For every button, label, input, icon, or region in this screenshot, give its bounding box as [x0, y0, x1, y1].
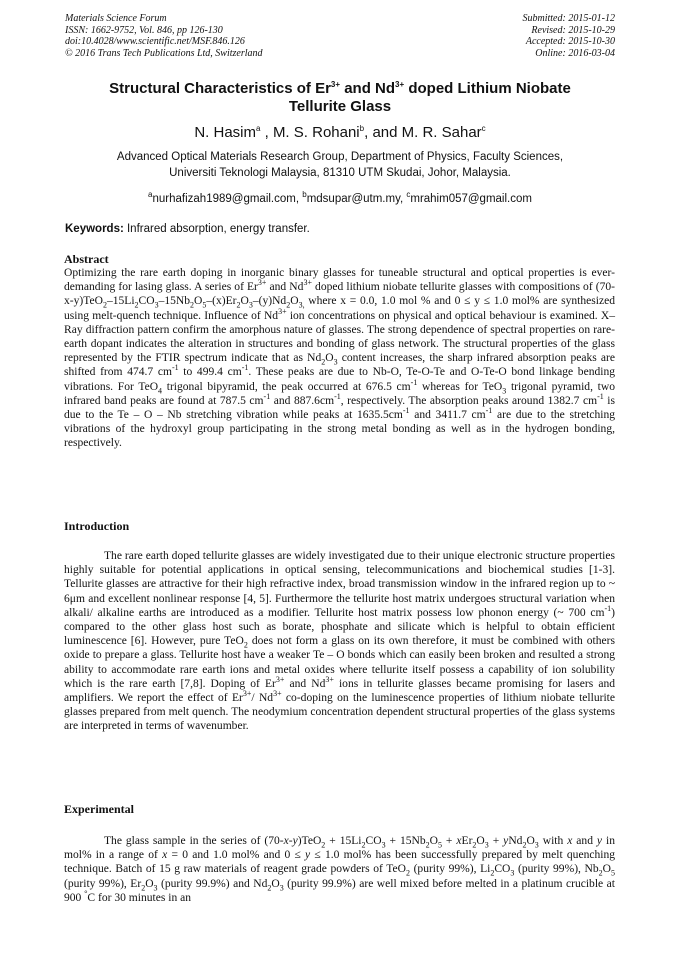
paper-title: Structural Characteristics of $Er^{3+}$ and $Nd^{3+}$ doped Lithium Niobate Tellurite Glass [109, 80, 571, 115]
author-list: N. Hasim$^a$ , M. S. Rohani$^b$, and M. R. Sahar$^c$ [194, 124, 486, 141]
issn-line: ISSN: 1662-9752, Vol. 846, pp 126-130 [65, 24, 223, 36]
introduction-text: The rare earth doped tellurite glasses are widely investigated due to their unique electronic structure properties highly suitable for potential applications in optical sensing, telecommunications and biochemical studies [1-3]. Tellurite glasses are attractive for their high refractive index, broad transmission window in the infrared region up to ~ 6μm and excellent nonlinear response [4, 5]. Furthermore the tellurite host matrix undergoes structural variation when alkali/ alkaline earths are introduced as a modifier. Tellurite host matrix possess low phonon energy (~ 700 $cm^{-1}$) compared to the other glass host such as borate, phosphate and silicate which is helpful to obtain efficient luminescence [6]. However, pure TeO$_2$ does not form a glass on its own therefore, it must be combined with others oxide to prepare a glass. Tellurite host have a weaker Te – O bonds which can easily been broken and resulted a strong ability to accommodate rare earth ions and metal oxides where tellurite itself possess a capability of ion solubility which is the rare earth [7,8]. Doping of $Er^{3+}$ and $Nd^{3+}$ ions in tellurite glasses became promising for lasers and amplifiers. We report the effect of $Er^{3+}/$ $Nd^{3+}$ co-doping on the luminescence properties of lithium niobate tellurite glasses prepared from melt quench. The neodymium concentration dependent structural properties of the glass systems are interpreted in terms of wavenumber. [64, 550, 615, 733]
publication-dates [523, 13, 616, 59]
keywords: Keywords: Infrared absorption, energy transfer. [65, 223, 310, 235]
revised-date: Revised: 2015-10-29 [531, 24, 615, 36]
email-link[interactable]: nurhafizah1989@gmail.com, [152, 193, 303, 205]
doi-line: doi:10.4028/www.scientific.net/MSF.846.126 [65, 36, 245, 47]
accepted-date: Accepted: 2015-10-30 [525, 36, 615, 47]
journal-name: Materials Science Forum [65, 13, 167, 24]
email-link[interactable]: mdsupar@utm.my, [306, 193, 407, 205]
journal-info [65, 13, 263, 59]
abstract-heading: Abstract [64, 252, 109, 266]
experimental-text: The glass sample in the series of $(70-x-y)TeO_2 + 15Li_2CO_3 + 15Nb_2O_5 + xEr_2O_3 + yNd_2O_3$ with x and y in mol% in a range of x = 0 and 1.0 mol% and 0 ≤ y ≤ 1.0 mol% has been successfully prepared by melt quenching technique. Batch of 15 g raw materials of reagent grade powders of TeO$_2$ (purity 99%), $Li_2CO_3$ (purity 99%), $Nb_2O_5$ (purity 99%), $Er_2O_3$ (purity 99.9%) and $Nd_2O_3$ (purity 99.9%) are well mixed before melted in a platinum crucible at 900 °C for 30 minutes in an [64, 835, 615, 904]
experimental-heading: Experimental [64, 802, 134, 816]
keywords-label: Keywords: [65, 223, 124, 235]
submitted-date: Submitted: 2015-01-12 [522, 13, 615, 24]
abstract-text: Optimizing the rare earth doping in inorganic binary glasses for tuneable structural and optical properties is ever-demanding for lasing glass. A series of $Er^{3+}$ and $Nd^{3+}$ doped lithium niobate tellurite glasses with compositions of $(70-x-y)TeO_2-15Li_2CO_3-15Nb_2O_5-(x)Er_2O_3-(y)Nd_2O_{3,}$ where x = 0.0, 1.0 mol % and 0 ≤ y ≤ 1.0 mol% are synthesized using melt-quench technique. Influence of $Nd^{3+}$ ion concentrations on physical and optical behaviour is examined. X–Ray diffraction pattern confirm the amorphous nature of glasses. The strong dependence of spectral properties on rare-earth dopant indicates the alteration in structures and bonding of glass network. The structural properties of the glass represented by the FTIR spectrum indicate that as $Nd_2O_3$ content increases, the sharp infrared absorption peaks are shifted from 474.7 $cm^{-1}$ to 499.4 $cm^{-1}$. These peaks are due to Nb-O, Te-O-Te and O-Te-O bond linkage bending vibrations. For TeO$_4$ trigonal bipyramid, the peak occurred at 676.5 $cm^{-1}$ whereas for TeO$_3$ trigonal pyramid, two infrared band peaks are found at 787.5 $cm^{-1}$ and $887.6cm^{-1}$, respectively. The absorption peaks around 1382.7 $cm^{-1}$ is due to the Te – O – Nb stretching vibration while peaks at $1635.5cm^{-1}$ and 3411.7 $cm^{-1}$ are due to the stretching vibrations of the hydroxyl group participating in the strong metal bonding as well as in the hydrogen bonding, respectively. [64, 267, 616, 450]
introduction-heading: Introduction [64, 519, 130, 533]
author-emails: $^a$nurhafizah1989@gmail.com, $^b$mdsupar@utm.my, $^c$mrahim057@gmail.com [148, 190, 532, 205]
copyright-line: © 2016 Trans Tech Publications Ltd, Switzerland [65, 47, 263, 59]
email-link[interactable]: mrahim057@gmail.com [410, 193, 532, 205]
affiliation: Advanced Optical Materials Research Group, Department of Physics, Faculty Sciences, Universiti Teknologi Malaysia, 81310 UTM Skudai, Johor, Malaysia. [116, 151, 564, 179]
online-date: Online: 2016-03-04 [535, 47, 615, 59]
